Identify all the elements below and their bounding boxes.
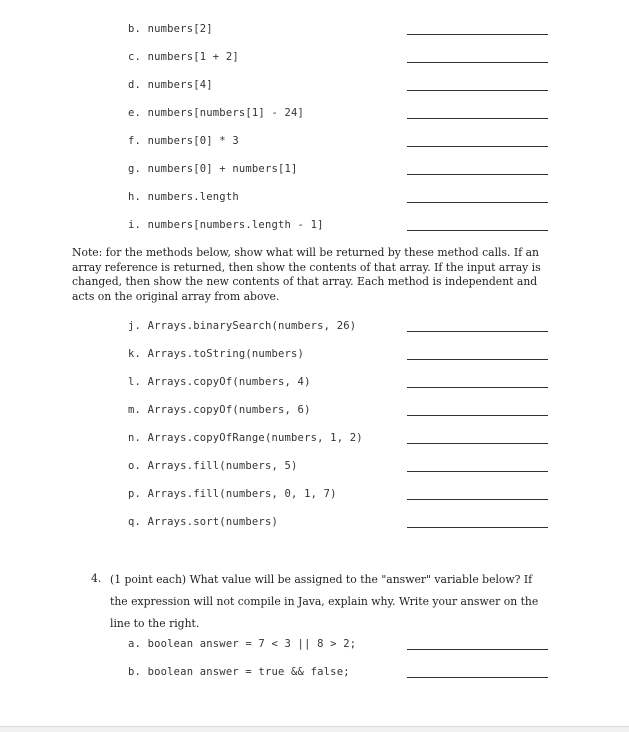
question-text: d. numbers[4] bbox=[128, 79, 213, 91]
question-i bbox=[0, 218, 629, 238]
answer-line[interactable] bbox=[407, 34, 548, 35]
answer-line[interactable] bbox=[407, 387, 548, 388]
question-text: g. numbers[0] + numbers[1] bbox=[128, 163, 298, 175]
question-text: n. Arrays.copyOfRange(numbers, 1, 2) bbox=[128, 432, 363, 444]
answer-line[interactable] bbox=[407, 90, 548, 91]
question-text: m. Arrays.copyOf(numbers, 6) bbox=[128, 404, 311, 416]
question-4-prompt: (1 point each) What value will be assigned to the "answer" variable below? If the expression will not compile in Java, explain why. Write your answer on the line to the right. bbox=[110, 573, 539, 630]
answer-line[interactable] bbox=[407, 230, 548, 231]
answer-line[interactable] bbox=[407, 499, 548, 500]
answer-line[interactable] bbox=[407, 527, 548, 528]
question-4a bbox=[0, 637, 629, 657]
answer-line[interactable] bbox=[407, 677, 548, 678]
question-j bbox=[0, 319, 629, 339]
question-text: q. Arrays.sort(numbers) bbox=[128, 516, 278, 528]
instructions-note: Note: for the methods below, show what will be returned by these method calls. If an array reference is returned, then show the contents of that array. If the input array is changed, then show the new contents of that array. Each method is independent and acts on the original array from above. bbox=[72, 246, 541, 303]
answer-line[interactable] bbox=[407, 415, 548, 416]
question-o bbox=[0, 459, 629, 479]
question-number: 4. bbox=[91, 572, 102, 585]
question-p bbox=[0, 487, 629, 507]
answer-line[interactable] bbox=[407, 62, 548, 63]
answer-line[interactable] bbox=[407, 443, 548, 444]
question-text: a. boolean answer = 7 < 3 || 8 > 2; bbox=[128, 638, 357, 650]
page-bottom-divider bbox=[0, 726, 629, 732]
question-text: b. boolean answer = true && false; bbox=[128, 666, 350, 678]
answer-line[interactable] bbox=[407, 174, 548, 175]
question-text: e. numbers[numbers[1] - 24] bbox=[128, 107, 305, 119]
question-text: o. Arrays.fill(numbers, 5) bbox=[128, 460, 298, 472]
question-d bbox=[0, 78, 629, 98]
question-h bbox=[0, 190, 629, 210]
answer-line[interactable] bbox=[407, 118, 548, 119]
question-text: b. numbers[2] bbox=[128, 23, 213, 35]
question-e bbox=[0, 106, 629, 126]
question-m bbox=[0, 403, 629, 423]
question-text: l. Arrays.copyOf(numbers, 4) bbox=[128, 376, 311, 388]
question-l bbox=[0, 375, 629, 395]
question-q bbox=[0, 515, 629, 535]
question-n bbox=[0, 431, 629, 451]
answer-line[interactable] bbox=[407, 471, 548, 472]
question-f bbox=[0, 134, 629, 154]
question-b bbox=[0, 22, 629, 42]
answer-line[interactable] bbox=[407, 146, 548, 147]
question-text: i. numbers[numbers.length - 1] bbox=[128, 219, 324, 231]
question-text: f. numbers[0] * 3 bbox=[128, 135, 239, 147]
question-c bbox=[0, 50, 629, 70]
answer-line[interactable] bbox=[407, 202, 548, 203]
answer-line[interactable] bbox=[407, 331, 548, 332]
question-4b bbox=[0, 665, 629, 685]
question-k bbox=[0, 347, 629, 367]
question-text: j. Arrays.binarySearch(numbers, 26) bbox=[128, 320, 357, 332]
question-text: h. numbers.length bbox=[128, 191, 239, 203]
answer-line[interactable] bbox=[407, 359, 548, 360]
question-text: c. numbers[1 + 2] bbox=[128, 51, 239, 63]
question-text: k. Arrays.toString(numbers) bbox=[128, 348, 305, 360]
question-g bbox=[0, 162, 629, 182]
answer-line[interactable] bbox=[407, 649, 548, 650]
question-text: p. Arrays.fill(numbers, 0, 1, 7) bbox=[128, 488, 337, 500]
